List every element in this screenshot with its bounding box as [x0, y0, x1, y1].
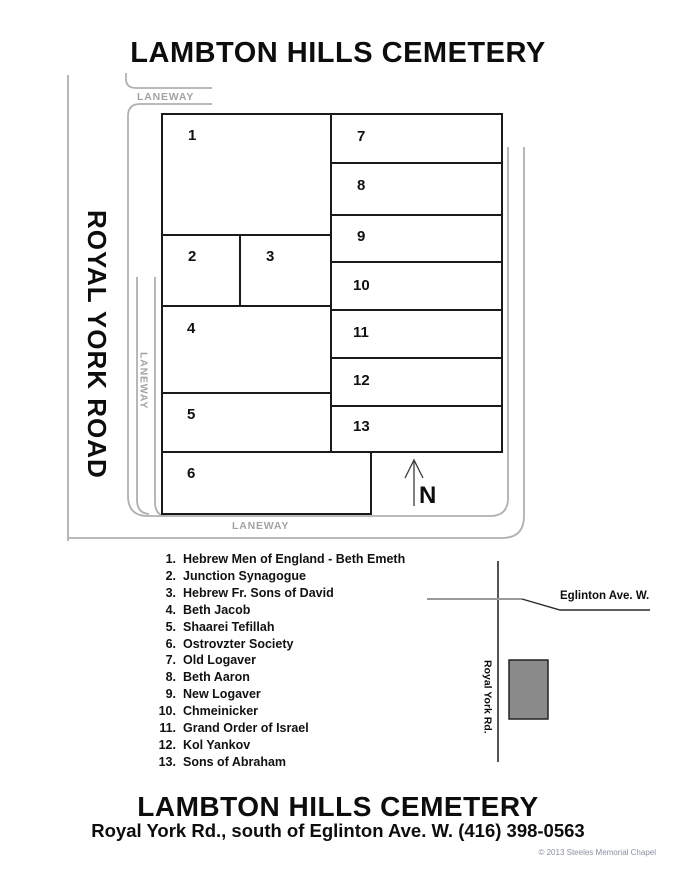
legend-item-number: 1.	[165, 552, 176, 566]
legend-item	[140, 568, 405, 585]
legend-item-name: Junction Synagogue	[183, 568, 306, 583]
plot-label-2: 2	[188, 248, 197, 265]
legend-item	[140, 585, 405, 602]
legend-item	[140, 652, 405, 669]
legend-item-name: Beth Jacob	[183, 602, 251, 617]
legend-item-number: 3.	[165, 585, 176, 600]
legend-item-number: 5.	[165, 619, 176, 634]
legend-item-name: Old Logaver	[183, 653, 256, 668]
footer-address: Royal York Rd., south of Eglinton Ave. W. (416) 398-0563	[91, 820, 585, 841]
legend-item	[140, 754, 405, 771]
legend-item-name: Hebrew Fr. Sons of David	[183, 585, 334, 600]
inset-royal-york-rd-label: Royal York Rd.	[481, 660, 494, 734]
legend-item-number: 8.	[165, 670, 176, 685]
plot-box-6	[162, 452, 371, 514]
plot-box-3	[240, 235, 331, 306]
laneway-top-label: LANEWAY	[137, 91, 195, 103]
legend-item-number: 6.	[165, 636, 176, 651]
top-laneway-upper-edge	[126, 73, 212, 88]
legend-item	[140, 669, 405, 686]
legend-item-number: 2.	[165, 568, 176, 583]
legend-item-name: Kol Yankov	[183, 737, 251, 752]
plot-boxes	[162, 114, 502, 514]
footer-title: LAMBTON HILLS CEMETERY	[137, 791, 539, 822]
legend-list	[140, 551, 405, 771]
page-title: LAMBTON HILLS CEMETERY	[130, 37, 546, 69]
royal-york-road-label: ROYAL YORK ROAD	[82, 210, 112, 479]
plot-box-2	[162, 235, 240, 306]
plot-label-10: 10	[353, 277, 370, 294]
plot-label-13: 13	[353, 418, 370, 435]
legend-item-number: 10.	[158, 704, 176, 719]
plot-label-1: 1	[188, 127, 197, 144]
legend-item	[140, 720, 405, 737]
plot-label-12: 12	[353, 372, 370, 389]
legend-item-number: 11.	[159, 721, 176, 736]
legend-item-name: New Logaver	[183, 687, 261, 702]
legend-item-name: Beth Aaron	[183, 670, 250, 685]
legend-item-name: Grand Order of Israel	[183, 721, 309, 736]
plot-label-5: 5	[187, 406, 196, 423]
legend-item-number: 12.	[158, 737, 176, 752]
legend-item-number: 9.	[165, 687, 176, 702]
inset-eglinton-label: Eglinton Ave. W.	[560, 590, 650, 602]
legend-item	[140, 636, 405, 653]
legend-item-name: Hebrew Men of England - Beth Emeth	[183, 552, 406, 566]
legend-item-name: Sons of Abraham	[183, 754, 287, 769]
laneway-bottom-label: LANEWAY	[232, 520, 290, 532]
legend-item-name: Ostrovzter Society	[183, 636, 294, 651]
legend-item	[140, 703, 405, 720]
plot-label-6: 6	[187, 465, 196, 482]
legend-item	[140, 737, 405, 754]
legend-item	[140, 602, 405, 619]
legend-item-number: 13.	[158, 754, 176, 769]
plot-label-11: 11	[353, 324, 369, 341]
legend-item	[140, 619, 405, 636]
legend-item	[140, 686, 405, 703]
plot-label-7: 7	[357, 128, 366, 145]
plot-label-4: 4	[187, 320, 196, 337]
legend-item-number: 4.	[165, 602, 176, 617]
north-label: N	[419, 482, 437, 509]
legend-item	[140, 551, 405, 568]
plot-label-9: 9	[357, 228, 366, 245]
legend-item-name: Shaarei Tefillah	[183, 619, 275, 634]
legend-item-number: 7.	[165, 653, 176, 668]
plot-label-8: 8	[357, 177, 366, 194]
plot-label-3: 3	[266, 248, 275, 265]
copyright-notice: © 2013 Steeles Memorial Chapel	[538, 848, 656, 857]
legend-item-name: Chmeinicker	[183, 704, 259, 719]
inset-cemetery-block	[509, 660, 548, 719]
laneway-left-label: LANEWAY	[137, 352, 150, 410]
